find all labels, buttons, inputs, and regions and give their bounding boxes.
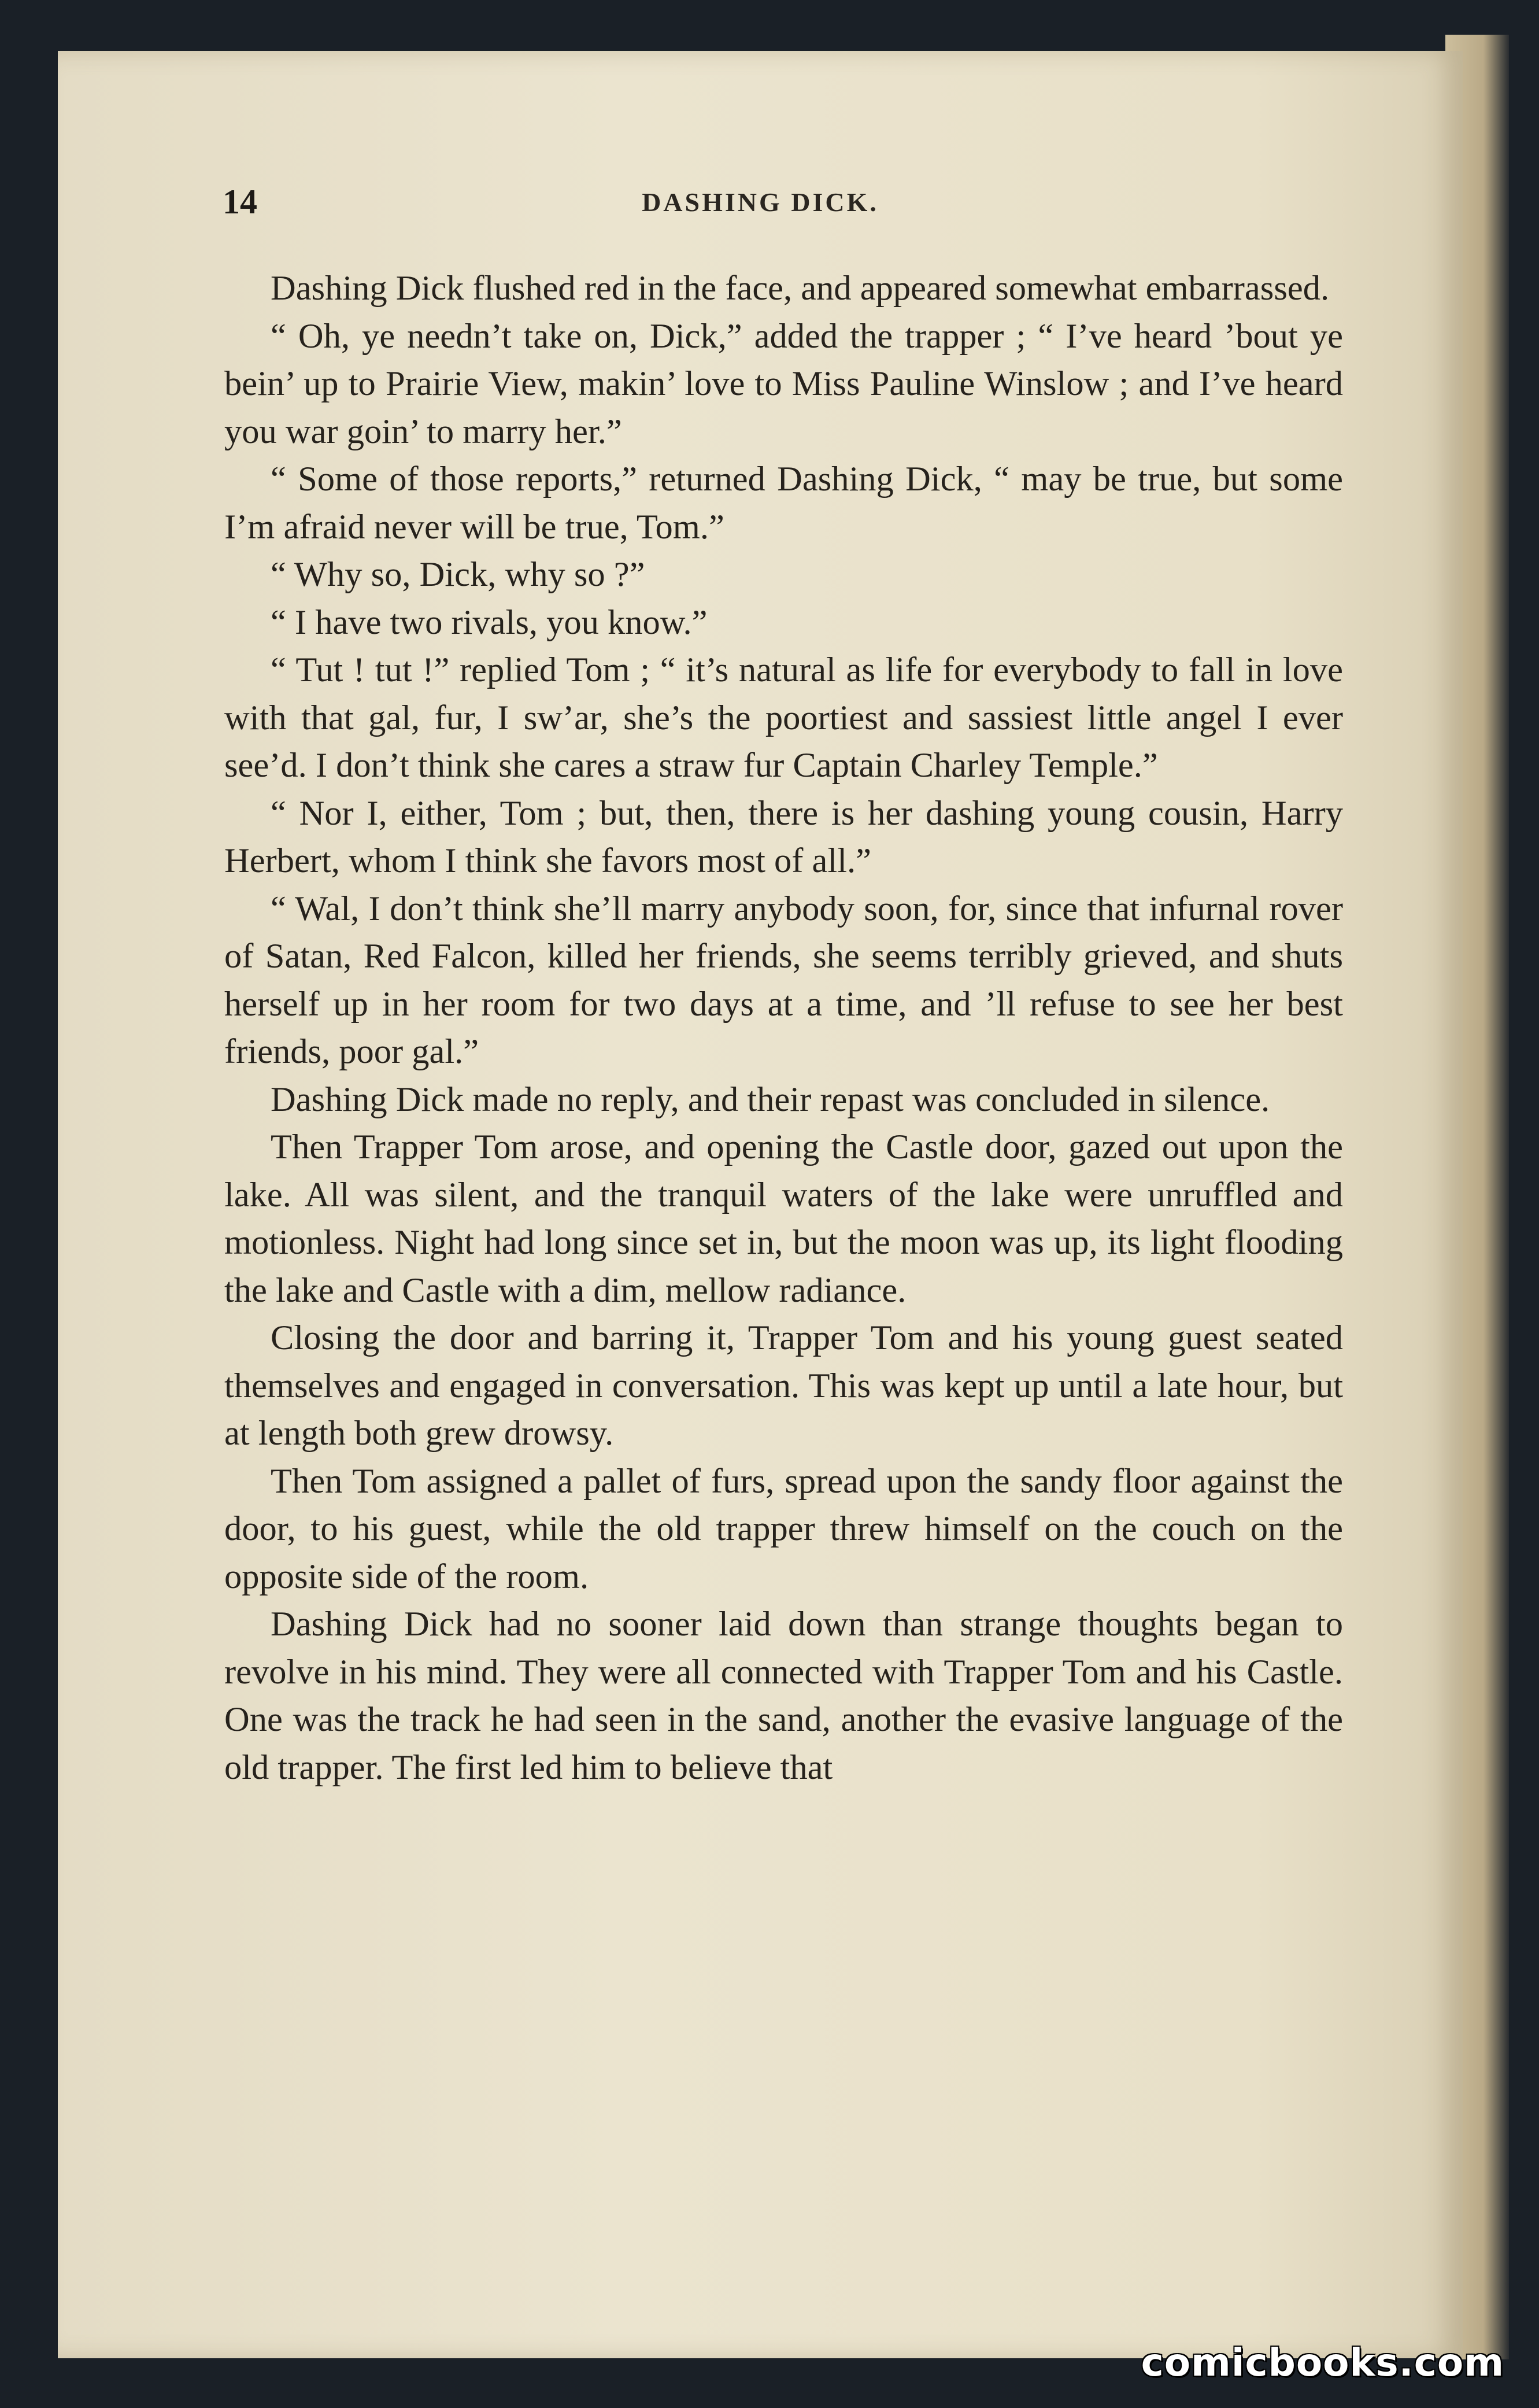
paragraph: “ Some of those reports,” returned Dashing Dick, “ may be true, but some I’m afraid never will be true, Tom.” xyxy=(224,460,1343,546)
paragraph: “ Tut ! tut !” replied Tom ; “ it’s natural as life for everybody to fall in love with that gal, fur, I sw’ar, she’s the poortiest and sassiest little angel I ever see’d. I don’t think she cares a straw fur Captain Charley Temple.” xyxy=(224,651,1343,785)
running-title: DASHING DICK. xyxy=(642,187,879,217)
paragraph: Closing the door and barring it, Trapper Tom and his young guest seated themselves and engaged in conversation. This was kept up until a late hour, but at length both grew drowsy. xyxy=(224,1319,1343,1453)
paragraph: “ Wal, I don’t think she’ll marry anybody soon, for, since that infurnal rover of Satan, Red Falcon, killed her friends, she seems terribly grieved, and shuts herself up in her room for two days at a time, and ’ll refuse to see her best friends, poor gal.” xyxy=(224,889,1343,1071)
page-header xyxy=(168,182,1353,223)
paragraph: “ Nor I, either, Tom ; but, then, there is her dashing young cousin, Harry Herbert, whom I think she favors most of all.” xyxy=(224,793,1343,880)
paragraph: Dashing Dick made no reply, and their repast was concluded in silence. xyxy=(271,1080,1270,1119)
paragraph: “ Oh, ye needn’t take on, Dick,” added the trapper ; “ I’ve heard ’bout ye bein’ up to Prairie View, makin’ love to Miss Pauline Winslow ; and I’ve heard you war goin’ to marry her.” xyxy=(224,316,1343,451)
paragraph: “ I have two rivals, you know.” xyxy=(271,603,708,642)
paragraph: “ Why so, Dick, why so ?” xyxy=(271,555,645,594)
paragraph: Dashing Dick had no sooner laid down than strange thoughts began to revolve in his mind. They were all connected with Trapper Tom and his Castle. One was the track he had seen in the sand, another the evasive language of the old trapper. The first led him to believe that xyxy=(224,1605,1343,1787)
paragraph: Then Trapper Tom arose, and opening the Castle door, gazed out upon the lake. All was silent, and the tranquil waters of the lake were unruffled and motionless. Night had long since set in, but the moon was up, its light flooding the lake and Castle with a dim, mellow radiance. xyxy=(224,1128,1343,1310)
paragraph: Then Tom assigned a pallet of furs, spread upon the sandy floor against the door, to his guest, while the old trapper threw himself on the couch on the opposite side of the room. xyxy=(224,1461,1343,1596)
body-text xyxy=(224,265,1343,1792)
paragraph: Dashing Dick flushed red in the face, and appeared somewhat embarrassed. xyxy=(271,269,1330,308)
page-number: 14 xyxy=(223,183,257,221)
source-watermark: comicbooks.com xyxy=(1141,2340,1504,2385)
